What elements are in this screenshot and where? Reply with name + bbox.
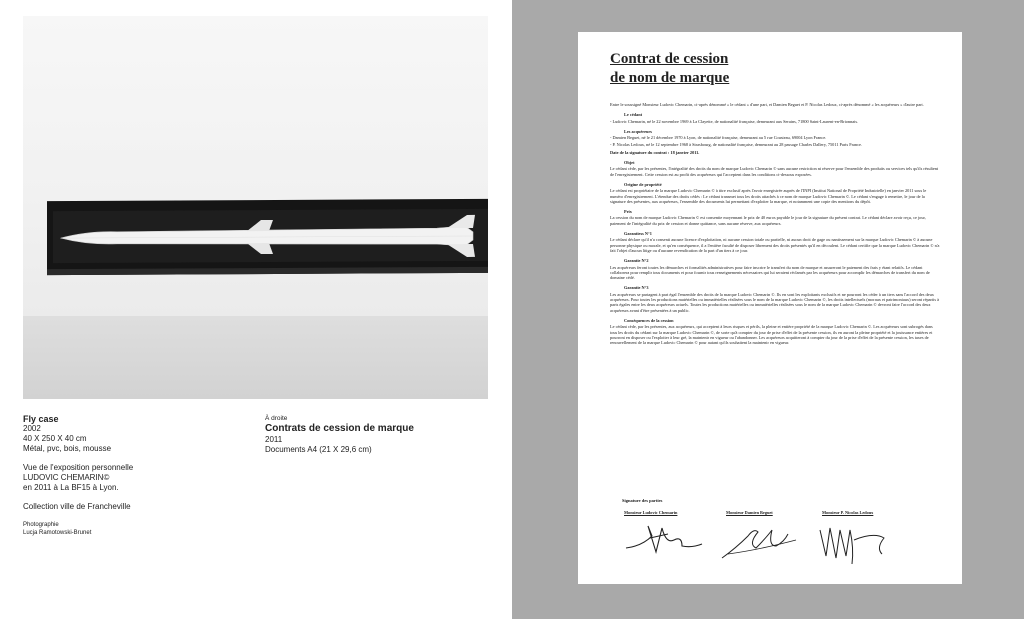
- section-heading: Garantiess N°1: [624, 231, 652, 237]
- exhibition-line-1: Vue de l'exposition personnelle: [23, 463, 134, 472]
- artwork-photo: [23, 16, 488, 399]
- artwork-title: Fly case: [23, 414, 59, 424]
- signature-1: [622, 518, 706, 558]
- section-text: Les acquéreurs feront toutes les démarches et formalités administratives pour faire inscrire le transfert du nom de marque et assureront le paiement des frais y étant relatifs. Le cédant collaborera pour remplir tous documents et pour fournir tous renseignements nécessaires qui lui seraient réclamés par les acquéreurs pour accomplir les démarches de transfert du nom de domaine cédé.: [610, 264, 930, 281]
- section-heading: Conséquences de la cession: [624, 317, 674, 323]
- acquereur-1: - Damien Beguet, né le 21 décembre 1970 à Lyon, de nationalité française, demeurant au 5 rue Cousteau, 69004 Lyon France.: [610, 135, 827, 141]
- document-format: Documents A4 (21 X 29,6 cm): [265, 445, 372, 454]
- section-heading: Objet: [624, 160, 635, 166]
- section-heading: Prix: [624, 209, 632, 215]
- photographer: Lucja Ramotowski-Brunet: [23, 530, 92, 536]
- section-text: Le cédant est propriétaire de la marque Ludovic Chemarin © à titre exclusif après l'avoir enregistrée auprès de l'INPI (Institut National de Propriété Industrielle) en janvier 2011 sous le numéro d'enregistrement. L'étendue des droits cédés : Le cédant transmet tous les droits attachés à ce nom de marque Ludovic Chemarin ©. Le cédant s'engage à remettre, le jour de la signature des présentes, aux acquéreurs, l'ensemble des documents lui permettant d'exploiter la marque, et notamment une copie des mentions du dépôt.: [610, 188, 927, 204]
- contract-date: Date de la signature du contrat : 18 janvier 2011.: [610, 149, 700, 155]
- artwork-caption: [23, 414, 223, 537]
- section-text: Les acquéreurs se partagent à part égal l'ensemble des droits de la marque Ludovic Chemarin ©. Ils en sont les exploitants exclusifs et ne pourront les céder à un tiers sans l'accord des deux acquéreurs. Pour toutes les productions matérielles ou immatérielles réalisées sous le nom de la marque Ludovic Chemarin ©, les droits intellectuels (moraux et patrimoniaux) seront répartis à parts égales entre les deux acquéreurs actuels. Toutes les productions matérielles ou immatérielles réalisées sous le nom de la marque Ludovic Chemarin © devront faire l'accord des deux acquéreurs avant d'être présentées à un public.: [610, 291, 940, 313]
- acquereur-2: - P. Nicolas Ledoux, né le 12 septembre 1968 à Strasbourg, de nationalité française, demeurant au 28 passage Charles Dallery, 75011 Paris France.: [610, 142, 862, 148]
- section-text: Le cédant cède, par les présentes, l'intégralité des droits du nom de marque Ludovic Chemarin © sans aucune restriction ni réserve pour l'ensemble des produits ou services tels qu'ils résultent de l'enregistrement. Cette cession est au profit des acquéreurs qui l'acceptent dans les conditions ci-dessous exposées.: [610, 166, 939, 177]
- section-heading: Garantie N°2: [624, 258, 649, 264]
- missile-model: [47, 199, 488, 275]
- artwork-year: 2002: [23, 424, 41, 433]
- signatory-3: Monsieur P. Nicolas Ledoux: [822, 510, 874, 515]
- signature-2: [718, 518, 802, 564]
- signature-3: [814, 518, 904, 568]
- artwork-dimensions: 40 X 250 X 40 cm: [23, 434, 87, 443]
- document-caption-title: Contrats de cession de marque: [265, 423, 414, 434]
- photo-label: Photographie: [23, 522, 59, 528]
- signatory-1: Monsieur Ludovic Chemarin: [624, 510, 678, 515]
- exhibition-line-3: en 2011 à La BF15 à Lyon.: [23, 483, 119, 492]
- acquereurs-heading: Les acquéreurs: [624, 128, 652, 134]
- contract-body: [610, 102, 940, 347]
- contract-intro: Entre le soussigné Monsieur Ludovic Chemarin, ci-après dénommé « le cédant » d'une part, et Damien Beguet et P. Nicolas Ledoux, ci-après dénommé « les acquéreurs » d'autre part.: [610, 102, 924, 107]
- signatures-heading: Signature des parties: [622, 498, 663, 503]
- section-text: Le cédant cède, par les présentes, aux acquéreurs, qui acceptent à leurs risques et périls, la pleine et entière propriété de la marque Ludovic Chemarin ©. Les acquéreurs sont subrogés dans tous les droits du cédant sur la marque Ludovic Chemarin ©, de sorte qu'à compter du jour de prise d'effet de la présente cession, ils en auront la pleine propriété et la jouissance entières et pourront en disposer ou l'exploiter à leur gré, la maintenir en vigueur ou l'abandonner. Les acquéreurs acquitteront à compter du jour de la prise d'effet de la présente cession, les taxes de renouvellement de la marque Ludovic Chemarin © pour autant qu'ils souhaitent la maintenir en vigueur.: [610, 324, 933, 346]
- cedant-text: - Ludovic Chemarin, né le 22 novembre 1969 à La Clayette, de nationalité française, demeurant aux Serains, 71800 Saint-Laurent-en-Brionnais.: [610, 118, 859, 124]
- artwork-materials: Métal, pvc, bois, mousse: [23, 444, 112, 453]
- section-text: Le cédant déclare qu'il n'a consenti aucune licence d'exploitation, ni aucune cession totale ou partielle, ni aucun droit de gage ou nantissement sur la marque Ludovic Chemarin © à aucune personne physique ou morale, et qu'en conséquence, il a l'entière faculté de disposer librement des droits présentés qu'il en découlent. Le cédant certifie que la marque Ludovic Chemarin © n'a fait l'objet d'aucun litige ou d'aucune revendication de la part d'un tiers à ce jour.: [610, 237, 940, 253]
- section-text: La cession du nom de marque Ludovic Chemarin © est consentie moyennant le prix de 40 euros payable le jour de la signature du présent contrat. Le cédant déclare avoir reçu, ce jour, paiement de l'intégralité du prix de cession et donne quittance, sans aucune réserve, aux acquéreurs.: [610, 215, 926, 226]
- right-page: [512, 0, 1024, 619]
- signatory-2: Monsieur Damien Beguet: [726, 510, 773, 515]
- exhibition-line-2: LUDOVIC CHEMARIN©: [23, 473, 110, 482]
- collection-note: Collection ville de Francheville: [23, 502, 131, 511]
- contract-document: [578, 32, 962, 584]
- contract-title: Contrat de cession de nom de marque: [610, 51, 730, 86]
- section-heading: Origine de propriété: [624, 181, 662, 187]
- cedant-heading: Le cédant: [624, 112, 643, 118]
- position-note: À droite: [265, 415, 288, 422]
- gallery-floor: [23, 316, 488, 399]
- fly-case: [47, 199, 488, 275]
- document-caption: [265, 414, 485, 455]
- section-heading: Garantie N°3: [624, 285, 649, 291]
- document-year: 2011: [265, 435, 283, 444]
